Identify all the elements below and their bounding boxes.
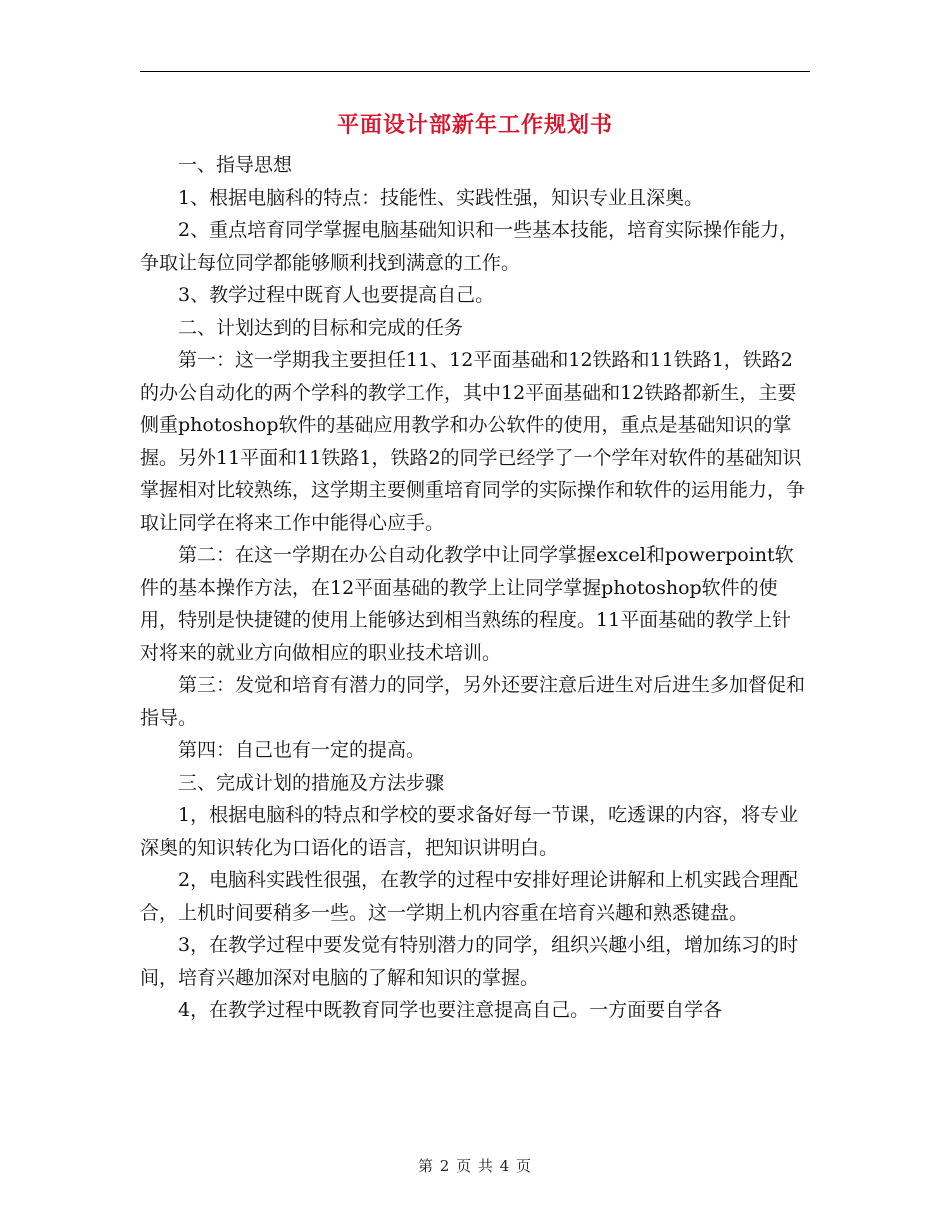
paragraph: 1，根据电脑科的特点和学校的要求备好每一节课，吃透课的内容，将专业深奥的知识转化为口语化的语言，把知识讲明白。 bbox=[140, 804, 799, 859]
paragraph: 2，电脑科实践性很强，在教学的过程中安排好理论讲解和上机实践合理配合，上机时间要稍多一些。这一学期上机内容重在培育兴趣和熟悉键盘。 bbox=[140, 869, 799, 924]
paragraph: 第四：自己也有一定的提高。 bbox=[178, 739, 426, 761]
document-title: 平面设计部新年工作规划书 bbox=[336, 112, 613, 138]
section-heading-2: 二、计划达到的目标和完成的任务 bbox=[178, 316, 464, 339]
paragraph: 第二：在这一学期在办公自动化教学中让同学掌握excel和powerpoint软件的基本操作方法，在12平面基础的教学上让同学掌握photoshop软件的使用，特别是快捷键的使用上能够达到相当熟练的程度。11平面基础的教学上针对将来的就业方向做相应的职业技术培训。 bbox=[140, 544, 794, 664]
document-body bbox=[140, 149, 810, 1027]
paragraph: 4，在教学过程中既教育同学也要注意提高自己。一方面要自学各 bbox=[178, 999, 723, 1021]
paragraph: 3、教学过程中既育人也要提高自己。 bbox=[178, 284, 495, 306]
header-rule bbox=[140, 71, 810, 72]
paragraph: 1、根据电脑科的特点：技能性、实践性强，知识专业且深奥。 bbox=[178, 186, 704, 209]
page-number: 第 2 页 共 4 页 bbox=[418, 1157, 532, 1175]
section-heading-1: 一、指导思想 bbox=[178, 154, 293, 176]
paragraph: 2、重点培育同学掌握电脑基础知识和一些基本技能，培育实际操作能力，争取让每位同学都能够顺利找到满意的工作。 bbox=[140, 219, 799, 274]
paragraph: 第三：发觉和培育有潜力的同学，另外还要注意后进生对后进生多加督促和指导。 bbox=[140, 674, 806, 729]
paragraph: 第一：这一学期我主要担任11、12平面基础和12铁路和11铁路1，铁路2的办公自动化的两个学科的教学工作，其中12平面基础和12铁路都新生，主要侧重photoshop软件的基础应用教学和办公软件的使用，重点是基础知识的掌握。另外11平面和11铁路1，铁路2的同学已经学了一个学年对软件的基础知识掌握相对比较熟练，这学期主要侧重培育同学的实际操作和软件的运用能力，争取让同学在将来工作中能得心应手。 bbox=[140, 349, 806, 534]
section-heading-3: 三、完成计划的措施及方法步骤 bbox=[178, 771, 445, 794]
paragraph: 3，在教学过程中要发觉有特别潜力的同学，组织兴趣小组，增加练习的时间，培育兴趣加深对电脑的了解和知识的掌握。 bbox=[140, 934, 799, 989]
